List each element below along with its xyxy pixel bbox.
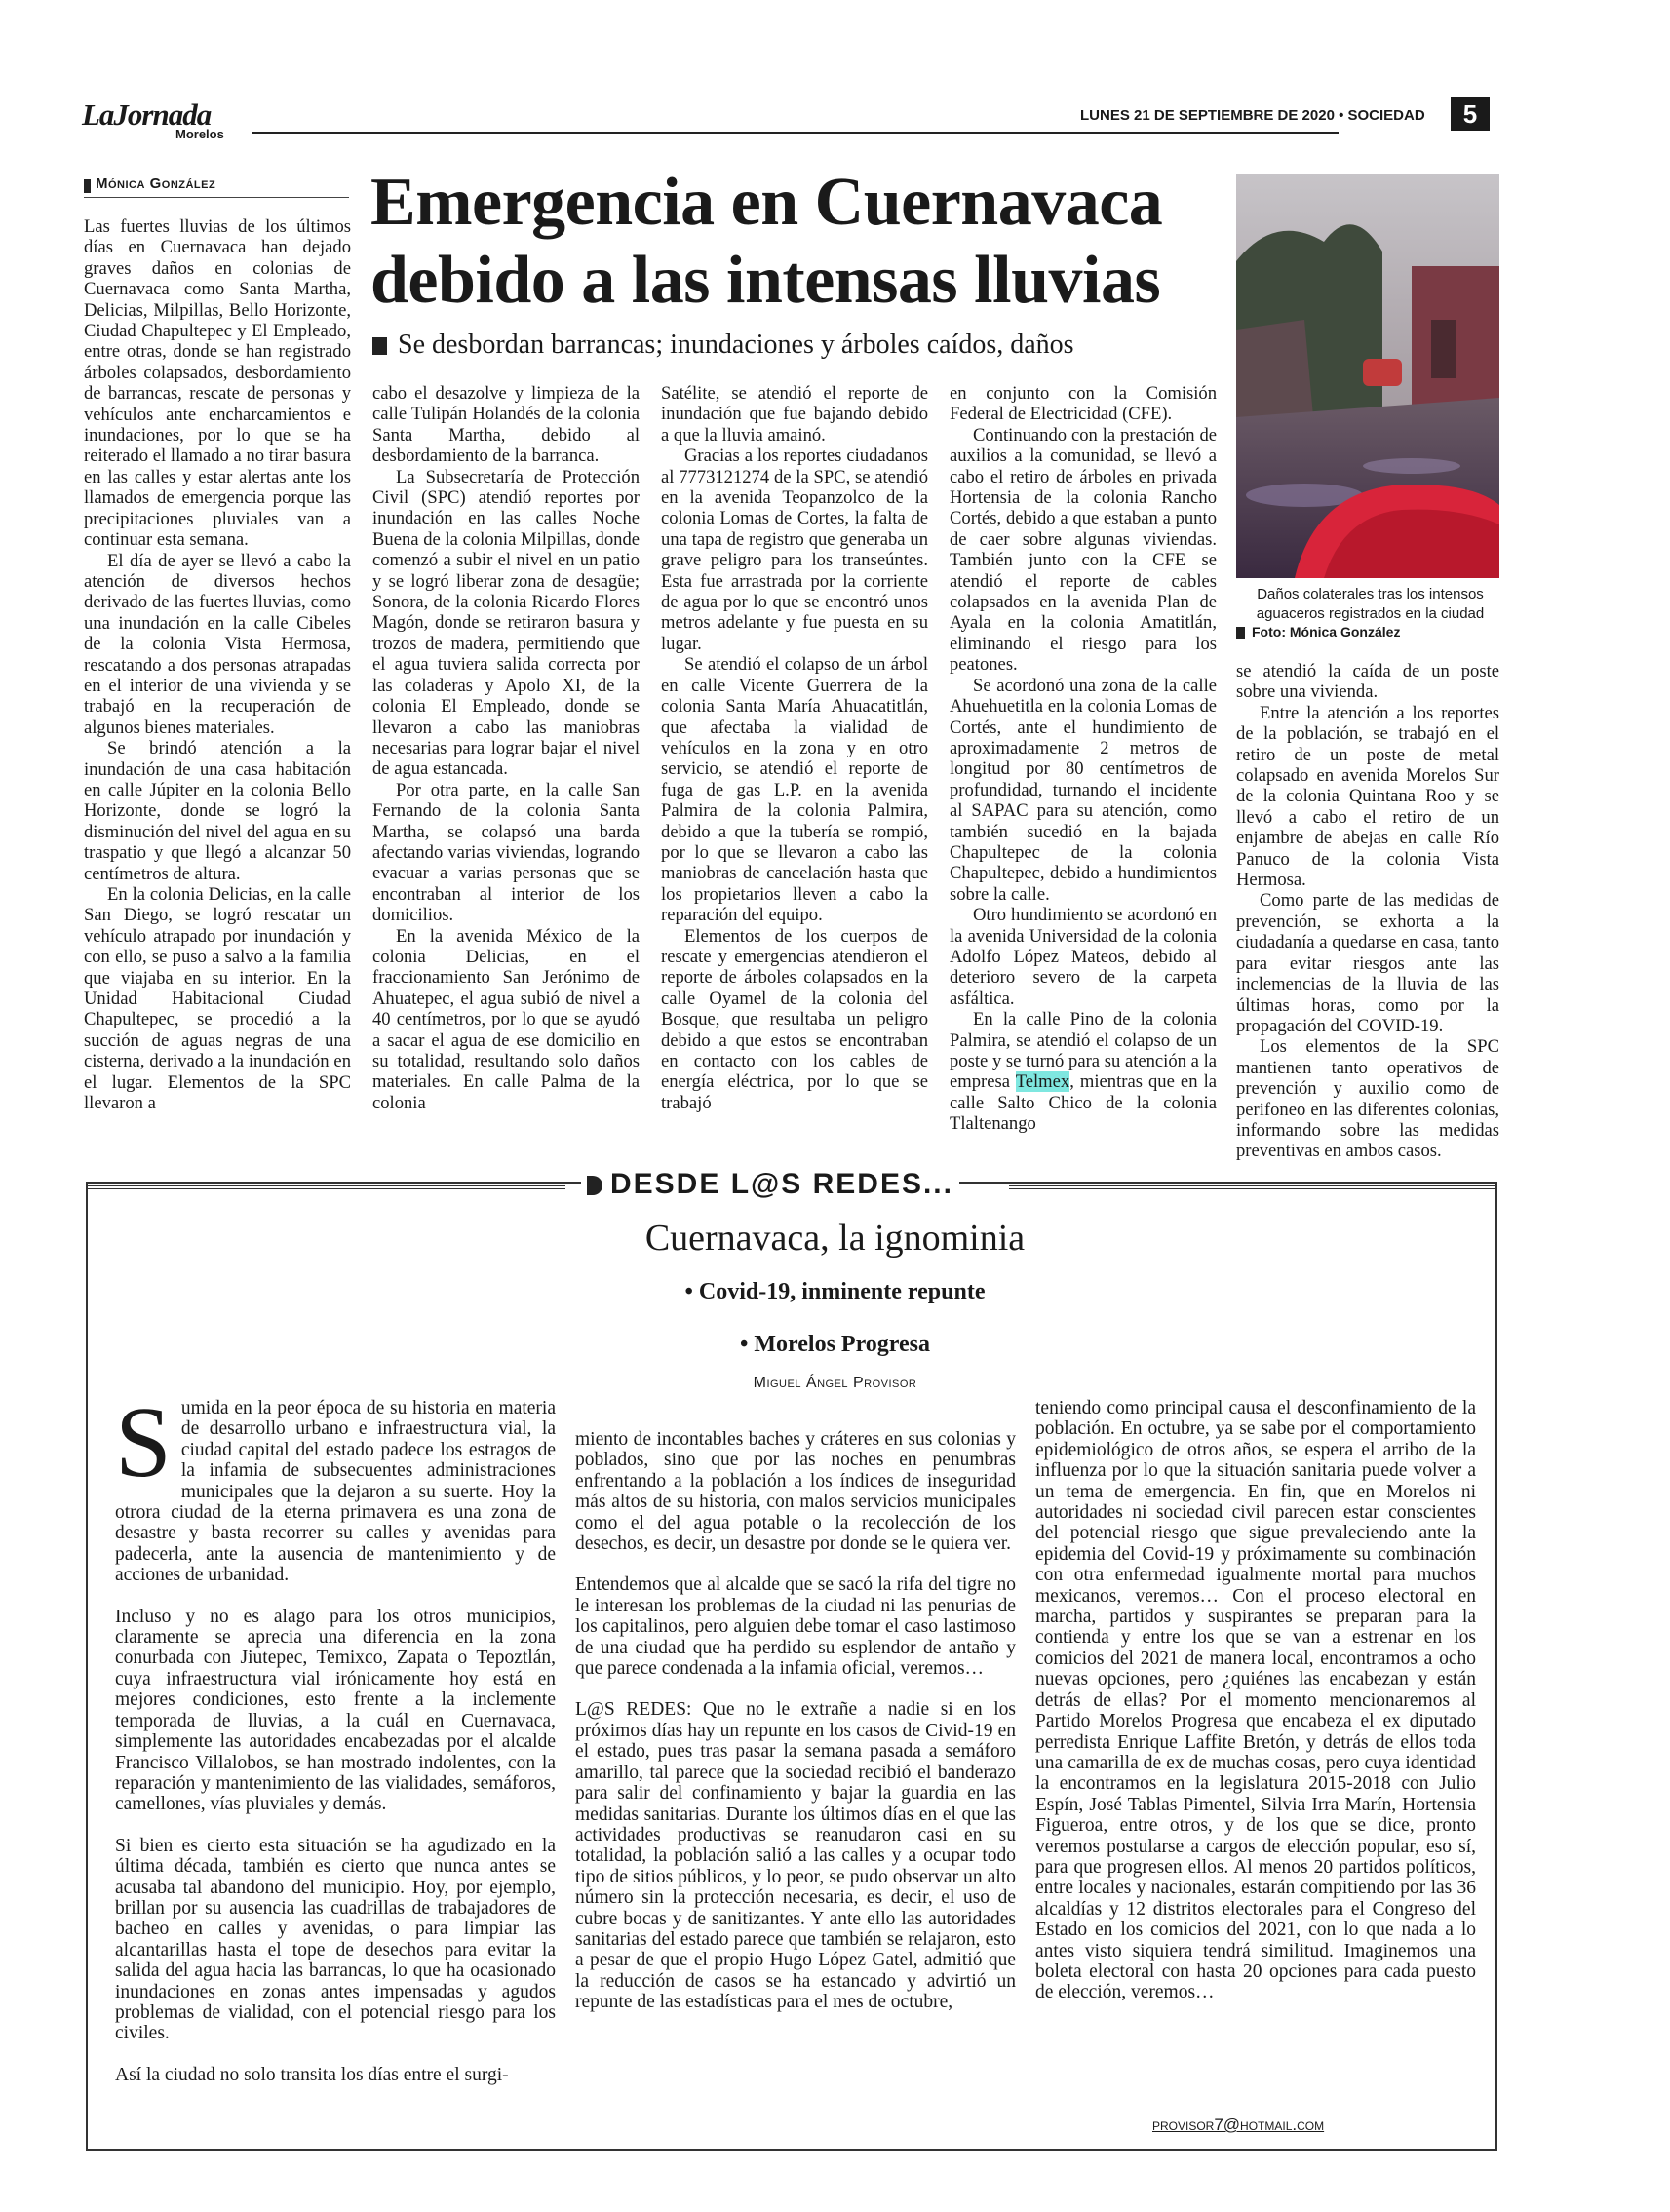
paragraph: en conjunto con la Comisión Federal de Electricidad (CFE). xyxy=(950,383,1217,425)
paragraph: se atendió la caída de un poste sobre una vivienda. xyxy=(1236,661,1499,703)
newspaper-logo xyxy=(82,97,224,141)
section-rule-right xyxy=(1009,1185,1496,1189)
article-column-5 xyxy=(1236,661,1499,1162)
page-number: 5 xyxy=(1451,97,1490,131)
column-text-3 xyxy=(1035,1398,1476,2024)
highlighted-word: Telmex xyxy=(1015,1071,1070,1093)
author-email[interactable]: provisor7@hotmail.com xyxy=(1152,2115,1325,2134)
paragraph: cabo el desazolve y limpieza de la calle Tulipán Holandés de la colonia Santa Martha, debido al desbordamiento de la barranca. xyxy=(372,383,640,467)
paragraph: Entendemos que al alcalde que se sacó la rifa del tigre no le interesan los problemas de la ciudad ni las penurias de los capitalinos, pero alguien debe tomar el caso lastimoso de una ciudad que ha perdido su esplendor de antaño y que parece condenada a la infamia oficial, veremos… xyxy=(575,1574,1016,1680)
subhead: Se desbordan barrancas; inundaciones y árboles caídos, daños xyxy=(398,330,1074,360)
drop-cap: S xyxy=(115,1386,172,1498)
paragraph: Elementos de los cuerpos de rescate y emergencias atendieron el reporte de árboles colapsados en la calle Oyamel de la colonia del Bosque, que resultaba un peligro debido a que estos se encontraban en contacto con los cables de energía eléctrica, por lo que se trabajó xyxy=(661,925,928,1113)
paragraph: Como parte de las medidas de prevención, se exhorta a la ciudadanía a quedarse en casa, tanto para evitar riesgos ante las inclemencias de la lluvia de las últimas horas, como por la propagación del COVID-19. xyxy=(1236,890,1499,1036)
paragraph: L@S REDES: Que no le extrañe a nadie si en los próximos días hay un repunte en los casos de Civid-19 en el estado, pues tras pasar la semana pasada a semáforo amarillo, tal parece que la sociedad recibió el banderazo para salir del confinamiento y bajar la guardia en las medidas sanitarias. Durante los últimos días en el que las actividades productivas se reanudaron casi en su totalidad, la población salió a las calles y a ocupar todo tipo de sitios públicos, y lo peor, se pudo observar un alto número sin la protección necesaria, es decir, el uso de cubre bocas y de sanitizantes. Y ante ello las autoridades sanitarias del estado parece que también se relajaron, esto a pesar de que el propio Hugo López Gatel, admitió que la reducción de casos se ha estancado y advirtió un repunte de las estadísticas para el mes de octubre, xyxy=(575,1699,1016,2013)
paragraph: Gracias a los reportes ciudadanos al 7773121274 de la SPC, se atendió en la avenida Teopanzolco de la colonia Lomas de Cortes, la falta de una tapa de registro que generaba un grave peligro para los transeúntes. Esta fue arrastrada por la corriente de agua por lo que se encontró unos metros adelante y fue puesta en su lugar. xyxy=(661,446,928,654)
paragraph: miento de incontables baches y cráteres en sus colonias y poblados, sino que por las noches en penumbras enfrentando a la población a los índices de inseguridad más altos de su historia, con malos servicios municipales como el del agua potable o la recolección de los desechos, es decir, un desastre por donde se le quiera ver. xyxy=(575,1429,1016,1555)
article-column-2 xyxy=(372,383,640,1113)
paragraph: El día de ayer se llevó a cabo la atención de diversos hechos derivado de las fuertes lluvias, como una inundación en la calle Cibeles de la colonia Vista Hermosa, rescatando a dos personas atrapadas en el interior de una vivienda y se trabajó en la recuperación de algunos bienes materiales. xyxy=(84,550,351,738)
paragraph: La Subsecretaría de Protección Civil (SPC) atendió reportes por inundación en las calles Noche Buena de la colonia Milpillas, donde comenzó a subir el nivel en un patio y se logró liberar zona de desagüe; Sonora, de la colonia Ricardo Flores Magón, donde se retiraron basura y trozos de madera, permitiendo que el agua tuviera salida correcta por las coladeras y Apolo XI, de la colonia El Empleado, donde se llevaron a cabo las maniobras necesarias para lograr bajar el nivel de agua estancada. xyxy=(372,466,640,780)
paragraph xyxy=(950,1009,1217,1134)
paragraph: Se atendió el colapso de un árbol en calle Vicente Guerrera de la colonia Santa María Ahuacatitlán, que afectaba la vialidad de vehículos en la zona y en otro servicio, se atendió el reporte de fuga de gas L.P. en la avenida Palmira de la colonia Palmira, debido a que la tubería se rompió, por lo que se llevaron a cabo las maniobras de cancelación hasta que los propietarios lleven a cabo la reparación del equipo. xyxy=(661,654,928,926)
headline: Emergencia en Cuernavaca debido a las intensas lluvias xyxy=(370,165,1163,318)
column-title: Cuernavaca, la ignominia xyxy=(644,1218,1026,1259)
paragraph: Si bien es cierto esta situación se ha agudizado en la última década, también es cierto que nunca antes se acusaba tal abandono del municipio. Hoy, por ejemplo, brillan por su ausencia las cuadrillas de trabajadores de bacheo en calles y avenidas, o para limpiar las alcantarillas hasta el tope de desechos para evitar la salida del agua hacia las barrancas, lo que ha ocasionado inundaciones en zonas antes impensadas y agudos problemas de vialidad, con el potencial riesgo para los civiles. xyxy=(115,1835,556,2044)
paragraph: Así la ciudad no solo transita los días entre el surgi- xyxy=(115,2064,509,2085)
logo-text: LaJornada xyxy=(82,97,212,132)
logo-subtext: Morelos xyxy=(175,127,224,141)
header-rule xyxy=(252,132,1339,134)
article-column-3 xyxy=(661,383,928,1113)
byline: Mónica González xyxy=(96,175,216,192)
paragraph: Incluso y no es alago para los otros municipios, claramente se aprecia una diferencia en la zona conurbada con Jiutepec, Temixco, Zapata o Tepoztlán, cuya infraestructura vial irónicamente hoy está en mejores condiciones, esto frente a la inclemente temporada de lluvias, a la cuál en Cuernavaca, simplemente las autoridades encabezadas por el alcalde Francisco Villalobos, se han mostrado indolentes, con la reparación y mantenimiento de las vialidades, semáforos, camellones, vías pluviales y demás. xyxy=(115,1606,556,1815)
paragraph xyxy=(115,1386,556,1586)
paragraph: Satélite, se atendió el reporte de inundación que fue bajando debido a que la lluvia amainó. xyxy=(661,383,928,446)
paragraph: Los elementos de la SPC mantienen tanto operativos de prevención y auxilio como de perifoneo en las diferentes colonias, informando sobre las medidas preventivas en ambos casos. xyxy=(1236,1036,1499,1162)
news-photo xyxy=(1236,174,1499,578)
text-fragment: umida en la peor época de su historia en materia de desarrollo urbano e infraestructura vial, la ciudad capital del estado padece los estragos de la infamia de subsecuentes administraciones municipales que la dejaron a su suerte. Hoy la otrora ciudad de la eterna primavera es una zona de desastre y basta recorrer su calles y avenidas para padecerla, ante la ausencia de mantenimiento y de acciones de urbanidad. xyxy=(115,1398,556,1586)
photo-caption: Daños colaterales tras los intensos aguaceros registrados en la ciudad xyxy=(1256,586,1485,622)
byline-rule xyxy=(84,197,349,198)
column-text-1 xyxy=(115,1386,556,2106)
paragraph: Se acordonó una zona de la calle Ahuehuetitla en la colonia Lomas de Cortés, ante el hundimiento de aproximadamente 2 metros de longitud por 80 centímetros de profundidad, turnando el incidente al SAPAC para su atención, como también sucedió en la bajada Chapultepec de la colonia Chapultepec, debido a hundimientos sobre la calle. xyxy=(950,675,1217,905)
paragraph: Otro hundimiento se acordonó en la avenida Universidad de la colonia Adolfo López Mateos, debido al deterioro severo de la carpeta asfáltica. xyxy=(950,905,1217,1009)
section-marker-icon xyxy=(587,1176,602,1195)
section-title-text: DESDE L@S REDES... xyxy=(610,1168,953,1200)
column-text-2 xyxy=(575,1429,1016,2034)
column-author: Miguel Ángel Provisor xyxy=(753,1375,917,1391)
article-column-4 xyxy=(950,383,1217,1135)
paragraph: En la colonia Delicias, en la calle San Diego, se logró rescatar un vehículo atrapado por inundación y con ello, se puso a salvo a la familia que viajaba en su interior. En la Unidad Habitacional Ciudad Chapultepec, se procedió a la succión de aguas negras de una cisterna, derivado a la inundación en el lugar. Elementos de la SPC llevaron a xyxy=(84,884,351,1114)
paragraph: Entre la atención a los reportes de la población, se trabajó en el retiro de un poste de metal colapsado en avenida Morelos Sur de la colonia Quintana Roo y se llevó a cabo el retiro de un enjambre de abejas en calle Río Panuco de la colonia Vista Hermosa. xyxy=(1236,702,1499,891)
paragraph: teniendo como principal causa el desconfinamiento de la población. En octubre, ya se sabe por el comportamiento epidemiológico de otros años, se espera el arribo de la influenza por lo que la situación sanitaria puede volver a un tema de emergencia. En fin, que en Morelos ni autoridades ni sociedad civil parecen estar conscientes del potencial riesgo que sigue prevaleciendo ante la epidemia del Covid-19 y próximamente su combinación con otra enfermedad igualmente mortal para muchos mexicanos, veremos… Con el proceso electoral en marcha, partidos y suspirantes se preparan para la contienda y entre los que se van a estrenar en los comicios del 2021 de manera local, encontramos a ocho nuevas opciones, pero ¿quiénes las encabezan y están detrás de ellas? Por el momento mencionaremos al Partido Morelos Progresa que encabeza el ex diputado perredista Enrique Laffite Bretón, y detrás de ellos toda una camarilla de ex de muchas cosas, pero cuya identidad la encontramos en la legislatura 2015-2018 con Julio Espín, José Tablas Pimentel, Silvia Irra Marín, Hortensia Figueroa, entre otros, y de los que se dice, pronto veremos postularse a cargos de elección popular, eso sí, para que progresen ellos. Al menos 20 partidos políticos, entre locales y nacionales, estarán compitiendo por las 36 alcaldías y 12 distritos electorales para el Congreso del Estado en los comicios del 2021, con lo que nada a lo antes visto siquiera tendrá similitud. Imaginemos una boleta electoral con hasta 20 opciones para cada puesto de elección, veremos… xyxy=(1035,1398,1476,2003)
section-title xyxy=(581,1168,959,1201)
paragraph: Se brindó atención a la inundación de una casa habitación en calle Júpiter en la colonia Bello Horizonte, donde se logró la disminución del nivel del agua en su traspatio y que llegó a alcanzar 50 centímetros de altura. xyxy=(84,738,351,884)
date-section: LUNES 21 DE SEPTIEMBRE DE 2020 • SOCIEDAD xyxy=(1080,107,1425,124)
paragraph: Continuando con la prestación de auxilios a la comunidad, se llevó a cabo el retiro de árboles en privada Hortensia de la colonia Rancho Cortés, debido a que estaban a punto de caer sobre algunas viviendas. También junto con la CFE se atendió el reporte de cables colapsados en la avenida Plan de Ayala en la colonia Amatitlán, eliminando el riesgo para los peatones. xyxy=(950,424,1217,676)
paragraph: Las fuertes lluvias de los últimos días en Cuernavaca han dejado graves daños en colonias de Cuernavaca como Santa Martha, Delicias, Milpillas, Bello Horizonte, Ciudad Chapultepec y El Empleado, entre otras, donde se han registrado árboles colapsados, desbordamiento de barrancas, rescate de personas y vehículos ante encharcamientos e inundaciones, por lo que se ha reiterado el llamado a no tirar basura en las calles y estar alertas ante los llamados de emergencia porque las precipitaciones pluviales van a continuar esta semana. xyxy=(84,216,351,551)
text-fragment: , mientras que en la calle Salto Chico de la colonia Tlaltenango xyxy=(950,1071,1217,1135)
article-column-1 xyxy=(84,216,351,1113)
photo-credit: Foto: Mónica González xyxy=(1252,624,1401,640)
paragraph: Por otra parte, en la calle San Fernando de la colonia Santa Martha, se colapsó una barda afectando varias viviendas, logrando evacuar a varias personas que se encontraban al interior de los domicilios. xyxy=(372,779,640,926)
column-subtitle: • Morelos Progresa xyxy=(739,1332,931,1357)
paragraph: En la avenida México de la colonia Delicias, en el fraccionamiento San Jerónimo de Ahuatepec, el agua subió de nivel a 40 centímetros, por lo que se ayudó a sacar el agua de ese domicilio en su totalidad, resultando solo daños materiales. En calle Palma de la colonia xyxy=(372,925,640,1113)
section-rule-left xyxy=(88,1185,565,1189)
text-fragment: En la calle Pino de la colonia Palmira, se atendió el colapso de un poste y se turnó para su atención a la empresa xyxy=(950,1009,1217,1093)
column-subtitle: • Covid-19, inminente repunte xyxy=(684,1279,986,1304)
